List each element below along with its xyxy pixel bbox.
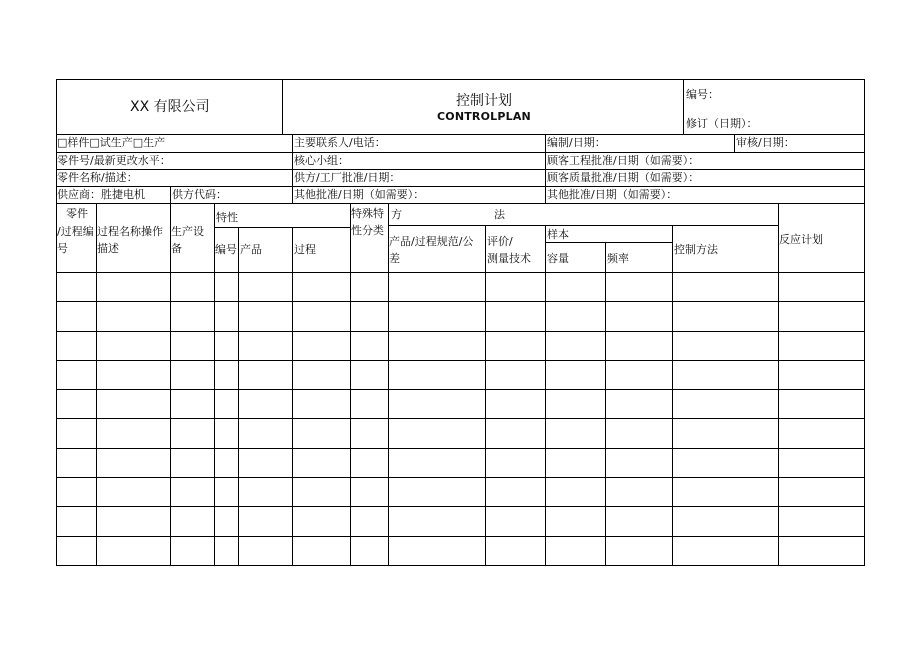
form-title-en: CONTROLPLAN <box>437 110 531 123</box>
col-evaluation: 测量技术 <box>487 252 531 265</box>
border-top <box>56 79 865 80</box>
col-method: 法 <box>494 208 505 221</box>
row-line <box>56 536 865 537</box>
divider <box>282 79 283 134</box>
row-line <box>56 301 865 302</box>
col-process-name: 过程名称操作 <box>97 225 163 238</box>
col-line <box>485 225 486 565</box>
divider <box>56 272 865 273</box>
revision-label: 修订（日期）： <box>686 117 758 130</box>
divider <box>734 134 735 152</box>
col-method: 方 <box>391 208 402 221</box>
col-char-no: 编号 <box>215 243 237 256</box>
col-line <box>238 227 239 565</box>
divider <box>292 134 293 203</box>
row-line <box>56 331 865 332</box>
other-approval-label: 其他批准/日期（如需要）： <box>294 188 425 201</box>
divider <box>56 152 865 153</box>
divider <box>545 134 546 203</box>
col-line <box>292 227 293 565</box>
col-sample: 样本 <box>547 228 569 241</box>
col-sample-freq: 频率 <box>607 252 629 265</box>
col-line <box>350 203 351 565</box>
col-special-char: 特殊特 <box>351 207 384 220</box>
supplier-plant-approval-label: 供方/工厂批准/日期： <box>294 171 401 184</box>
review-date-label: 审核/日期： <box>736 136 795 149</box>
col-line <box>545 225 546 565</box>
other-approval-label: 其他批准/日期（如需要）： <box>547 188 678 201</box>
col-reaction-plan: 反应计划 <box>779 233 823 246</box>
core-team-label: 核心小组： <box>294 154 349 167</box>
row-line <box>56 448 865 449</box>
row-line <box>56 506 865 507</box>
col-spec: 差 <box>389 252 400 265</box>
customer-eng-approval-label: 顾客工程批准/日期（如需要）： <box>547 154 700 167</box>
col-line <box>605 242 606 565</box>
col-part-process-no: 零件 <box>66 207 88 220</box>
supplier-code-label: 供方代码： <box>172 188 227 201</box>
phase-checkboxes[interactable]: □样件□试生产□生产 <box>57 136 166 149</box>
row-line <box>56 418 865 419</box>
supplier-label: 供应商：胜捷电机 <box>57 188 145 201</box>
company-name: XX 有限公司 <box>130 99 210 115</box>
part-name-label: 零件名称/描述： <box>57 171 138 184</box>
border-bottom <box>56 565 865 566</box>
col-part-process-no: /过程编 <box>57 225 94 238</box>
col-control-method: 控制方法 <box>674 243 718 256</box>
divider <box>170 186 171 203</box>
row-line <box>56 389 865 390</box>
col-sample-size: 容量 <box>547 252 569 265</box>
col-characteristics: 特性 <box>216 211 238 224</box>
part-rev-label: 零件号/最新更改水平： <box>57 154 171 167</box>
col-char-process: 过程 <box>294 243 316 256</box>
row-line <box>56 477 865 478</box>
col-part-process-no: 号 <box>57 242 68 255</box>
col-line <box>96 203 97 565</box>
col-equipment: 生产设 <box>171 225 204 238</box>
col-special-char: 性分类 <box>351 224 384 237</box>
divider <box>56 169 865 170</box>
col-equipment: 备 <box>171 242 182 255</box>
form-title: 控制计划 <box>456 93 512 109</box>
col-line <box>778 203 779 565</box>
col-line <box>170 203 171 565</box>
col-spec: 产品/过程规范/公 <box>389 235 474 248</box>
compiled-date-label: 编制/日期： <box>547 136 606 149</box>
col-char-product: 产品 <box>240 243 262 256</box>
divider <box>214 227 350 228</box>
col-line <box>672 225 673 565</box>
main-contact-label: 主要联系人/电话： <box>294 136 386 149</box>
divider <box>56 203 865 204</box>
row-line <box>56 360 865 361</box>
number-label: 编号： <box>686 88 719 101</box>
customer-quality-approval-label: 顾客质量批准/日期（如需要）： <box>547 171 700 184</box>
divider <box>388 225 778 226</box>
divider <box>683 79 684 134</box>
col-process-name: 描述 <box>97 242 119 255</box>
col-evaluation: 评价/ <box>487 235 513 248</box>
